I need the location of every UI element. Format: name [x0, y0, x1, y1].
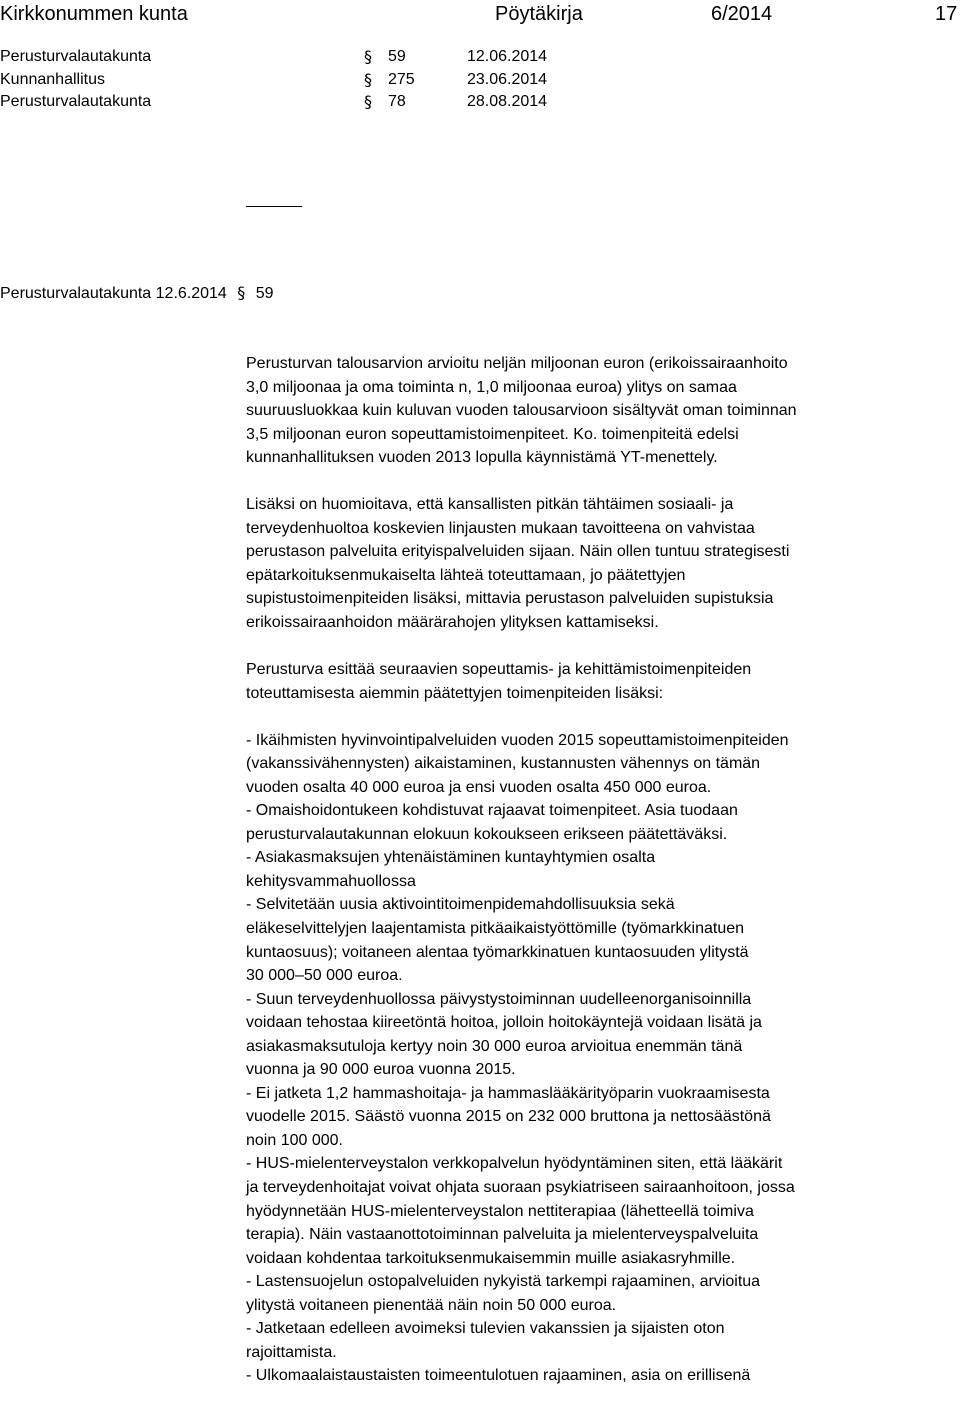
- body-line: terveydenhuoltoa koskevien linjausten mukaan tavoitteena on vahvistaa: [246, 519, 755, 537]
- body-line: toteuttamisesta aiemmin päätettyjen toimenpiteiden lisäksi:: [246, 684, 664, 702]
- section-mark: §: [364, 70, 372, 89]
- document-type: Pöytäkirja: [495, 3, 583, 25]
- body-line: asiakasmaksutuloja kertyy noin 30 000 euroa arvioitua enemmän tänä: [246, 1037, 743, 1055]
- meeting-section: 275: [388, 71, 415, 88]
- body-line: (vakanssivähennysten) aikaistaminen, kustannusten vähennys on tämän: [246, 755, 761, 773]
- section-title-mark: §: [237, 283, 246, 302]
- body-line: terapia). Näin vastaanottotoiminnan palveluita ja mielenterveyspalveluita: [246, 1226, 759, 1244]
- body-line: kunnanhallituksen vuoden 2013 lopulla käynnistämä YT-menettely.: [246, 449, 718, 467]
- body-line: vuoden osalta 40 000 euroa ja ensi vuoden osalta 450 000 euroa.: [246, 778, 712, 796]
- meeting-body: Perusturvalautakunta: [0, 48, 152, 65]
- body-line: Lisäksi on huomioitava, että kansallisten pitkän tähtäimen sosiaali- ja: [246, 496, 734, 514]
- paragraph-gap: [246, 470, 958, 494]
- meeting-body: Perusturvalautakunta: [0, 93, 152, 110]
- body-line: ylitystä voitaneen pienentää näin noin 50 000 euroa.: [246, 1296, 617, 1314]
- body-line: perusturvalautakunnan elokuun kokoukseen erikseen päätettäväksi.: [246, 825, 728, 843]
- meeting-section: 78: [388, 93, 406, 110]
- body-line: hyödynnetään HUS-mielenterveystalon nettiterapiaa (lähetteellä toimiva: [246, 1202, 754, 1220]
- document-number: 6/2014: [711, 3, 773, 25]
- separator-rule: [246, 206, 302, 207]
- body-line: - Selvitetään uusia aktivointitoimenpidemahdollisuuksia sekä: [246, 896, 675, 914]
- body-line: - Suun terveydenhuollossa päivystystoiminnan uudelleenorganisoinnilla: [246, 990, 752, 1008]
- body-line: voidaan kohdentaa tarkoituksenmukaisemmin muille asiakasryhmille.: [246, 1249, 736, 1267]
- meeting-date: 23.06.2014: [467, 71, 548, 88]
- paragraph-gap: [246, 635, 958, 659]
- section-mark: §: [364, 47, 372, 66]
- section-title-number: 59: [255, 285, 274, 302]
- body-line: voidaan tehostaa kiireetöntä hoitoa, jolloin hoitokäyntejä voidaan lisätä ja: [246, 1014, 762, 1032]
- body-line: rajoittamista.: [246, 1343, 337, 1361]
- section-title: [0, 283, 274, 304]
- body-line: 3,5 miljoonan euron sopeuttamistoimenpiteet. Ko. toimenpiteitä edelsi: [246, 425, 739, 443]
- body-line: vuonna ja 90 000 euroa vuonna 2015.: [246, 1061, 516, 1079]
- body-line: ja terveydenhoitajat voivat ohjata suoraan psykiatriseen sairaanhoitoon, jossa: [246, 1179, 795, 1196]
- body-line: - Asiakasmaksujen yhtenäistäminen kuntayhtymien osalta: [246, 849, 656, 867]
- body-line: - HUS-mielenterveystalon verkkopalvelun hyödyntäminen siten, että lääkärit: [246, 1155, 783, 1173]
- meeting-date: 28.08.2014: [467, 93, 548, 110]
- document-body: [246, 352, 958, 1388]
- body-line: noin 100 000.: [246, 1131, 343, 1149]
- body-line: erikoissairaanhoidon määrärahojen ylityksen kattamiseksi.: [246, 613, 659, 631]
- body-line: eläkeselvittelyjen laajentamista pitkäaikaistyöttömille (työmarkkinatuen: [246, 919, 745, 937]
- section-title-text: Perusturvalautakunta 12.6.2014: [0, 285, 227, 302]
- body-line: Perusturvan talousarvion arvioitu neljän miljoonan euron (erikoissairaanhoito: [246, 355, 788, 372]
- body-line: epätarkoituksenmukaiselta lähteä toteuttamaan, jo päätettyjen: [246, 566, 686, 584]
- paragraph-gap: [246, 705, 958, 729]
- section-mark: §: [364, 92, 372, 111]
- body-line: suuruusluokkaa kuin kuluvan vuoden talousarvioon sisältyvät oman toiminnan: [246, 402, 797, 420]
- body-line: - Ikäihmisten hyvinvointipalveluiden vuoden 2015 sopeuttamistoimenpiteiden: [246, 731, 789, 749]
- body-line: - Ei jatketa 1,2 hammashoitaja- ja hammaslääkärityöparin vuokraamisesta: [246, 1084, 770, 1102]
- body-line: supistustoimenpiteiden lisäksi, mittavia perustason palveluiden supistuksia: [246, 590, 774, 608]
- meeting-section: 59: [388, 48, 406, 65]
- municipality-name: Kirkkonummen kunta: [0, 3, 188, 25]
- body-line: kuntaosuus); voitaneen alentaa työmarkkinatuen kuntaosuuden ylitystä: [246, 943, 749, 961]
- meeting-date: 12.06.2014: [467, 48, 548, 65]
- page-number: 17: [935, 3, 958, 25]
- body-line: Perusturva esittää seuraavien sopeuttamis- ja kehittämistoimenpiteiden: [246, 661, 752, 679]
- body-line: 3,0 miljoonaa ja oma toiminta n, 1,0 miljoonaa euroa) ylitys on samaa: [246, 378, 737, 396]
- body-line: perustason palveluita erityispalveluiden sijaan. Näin ollen tuntuu strategisesti: [246, 543, 790, 561]
- body-line: - Lastensuojelun ostopalveluiden nykyistä tarkempi rajaaminen, arvioitua: [246, 1273, 761, 1291]
- body-line: vuodelle 2015. Säästö vuonna 2015 on 232 000 bruttona ja nettosäästönä: [246, 1108, 771, 1126]
- body-line: kehitysvammahuollossa: [246, 872, 416, 890]
- body-line: - Ulkomaalaistaustaisten toimeentulotuen rajaaminen, asia on erillisenä: [246, 1367, 751, 1385]
- meeting-body: Kunnanhallitus: [0, 71, 105, 88]
- body-line: - Omaishoidontukeen kohdistuvat rajaavat toimenpiteet. Asia tuodaan: [246, 802, 738, 820]
- body-line: - Jatketaan edelleen avoimeksi tulevien vakanssien ja sijaisten oton: [246, 1320, 725, 1338]
- body-line: 30 000–50 000 euroa.: [246, 967, 403, 985]
